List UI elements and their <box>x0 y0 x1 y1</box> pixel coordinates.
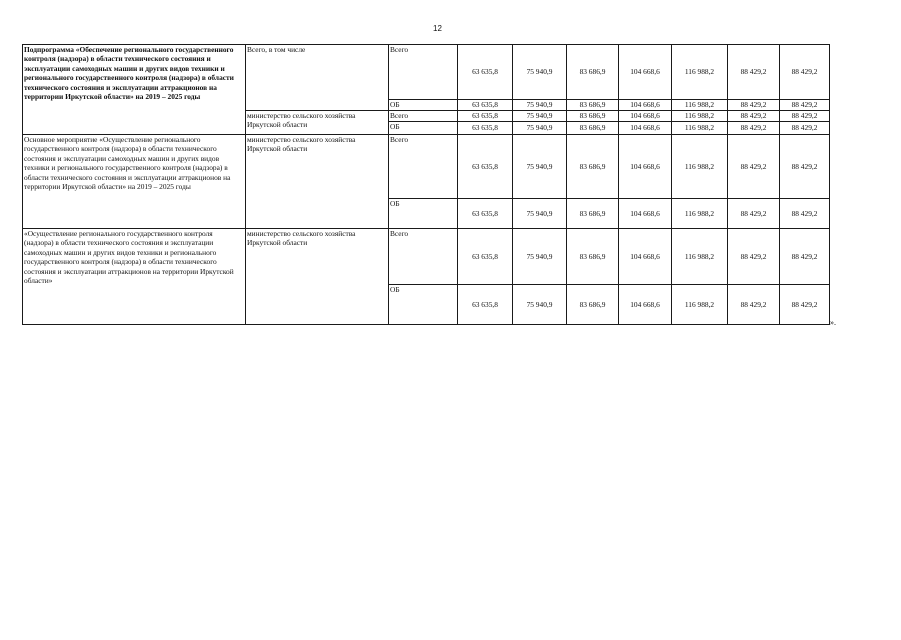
value-cell: 104 668,6 <box>619 135 672 199</box>
activity-name: «Осуществление регионального государственного контроля (надзора) в области технического состояния и эксплуатации самоходных машин и других видов техники и регионального государственного контроля (надзора) в области технического состояния и эксплуатации аттракционов на территории Иркутской области» <box>23 229 246 325</box>
value-cell: 83 686,9 <box>567 135 619 199</box>
value-cell: 116 988,2 <box>672 135 728 199</box>
value-cell: 83 686,9 <box>567 100 619 111</box>
value-cell: 116 988,2 <box>672 122 728 135</box>
value-cell: 75 940,9 <box>513 111 567 122</box>
value-cell: 104 668,6 <box>619 111 672 122</box>
value-cell: 63 635,8 <box>458 229 513 285</box>
value-cell: 116 988,2 <box>672 285 728 325</box>
value-cell: 63 635,8 <box>458 45 513 100</box>
value-cell: 88 429,2 <box>728 45 780 100</box>
value-cell: 75 940,9 <box>513 229 567 285</box>
value-cell: 104 668,6 <box>619 229 672 285</box>
executor-cell: Всего, в том числе <box>246 45 389 111</box>
source-cell: ОБ <box>389 285 458 325</box>
value-cell: 104 668,6 <box>619 100 672 111</box>
value-cell: 75 940,9 <box>513 45 567 100</box>
value-cell: 63 635,8 <box>458 135 513 199</box>
source-cell: Всего <box>389 111 458 122</box>
page-number: 12 <box>433 24 442 33</box>
value-cell: 88 429,2 <box>780 45 830 100</box>
executor-cell: министерство сельского хозяйства Иркутской области <box>246 229 389 325</box>
value-cell: 63 635,8 <box>458 199 513 229</box>
activity-name: Основное мероприятие «Осуществление регионального государственного контроля (надзора) в области технического состояния и эксплуатации самоходных машин и других видов техники и регионального государственного контроля (надзора) в области технического состояния и эксплуатации аттракционов на территории Иркутской области» на 2019 – 2025 годы <box>23 135 246 229</box>
value-cell: 88 429,2 <box>780 199 830 229</box>
value-cell: 88 429,2 <box>728 285 780 325</box>
value-cell: 116 988,2 <box>672 229 728 285</box>
value-cell: 88 429,2 <box>780 229 830 285</box>
value-cell: 75 940,9 <box>513 199 567 229</box>
value-cell: 83 686,9 <box>567 199 619 229</box>
executor-cell: министерство сельского хозяйства Иркутской области <box>246 111 389 135</box>
value-cell: 83 686,9 <box>567 45 619 100</box>
value-cell: 83 686,9 <box>567 229 619 285</box>
budget-table <box>22 44 830 325</box>
value-cell: 88 429,2 <box>780 285 830 325</box>
table-row <box>23 45 830 100</box>
source-cell: Всего <box>389 45 458 100</box>
value-cell: 88 429,2 <box>728 111 780 122</box>
value-cell: 104 668,6 <box>619 122 672 135</box>
value-cell: 83 686,9 <box>567 111 619 122</box>
value-cell: 88 429,2 <box>780 111 830 122</box>
source-cell: Всего <box>389 135 458 199</box>
value-cell: 75 940,9 <box>513 135 567 199</box>
value-cell: 88 429,2 <box>780 122 830 135</box>
value-cell: 116 988,2 <box>672 100 728 111</box>
value-cell: 116 988,2 <box>672 111 728 122</box>
source-cell: ОБ <box>389 100 458 111</box>
value-cell: 63 635,8 <box>458 122 513 135</box>
value-cell: 116 988,2 <box>672 45 728 100</box>
source-cell: Всего <box>389 229 458 285</box>
executor-cell: министерство сельского хозяйства Иркутской области <box>246 135 389 229</box>
value-cell: 63 635,8 <box>458 285 513 325</box>
value-cell: 88 429,2 <box>780 100 830 111</box>
value-cell: 88 429,2 <box>728 229 780 285</box>
value-cell: 88 429,2 <box>728 135 780 199</box>
value-cell: 88 429,2 <box>728 100 780 111</box>
source-cell: ОБ <box>389 199 458 229</box>
value-cell: 83 686,9 <box>567 122 619 135</box>
value-cell: 63 635,8 <box>458 111 513 122</box>
value-cell: 104 668,6 <box>619 45 672 100</box>
source-cell: ОБ <box>389 122 458 135</box>
value-cell: 88 429,2 <box>728 199 780 229</box>
table-row <box>23 135 830 199</box>
value-cell: 75 940,9 <box>513 285 567 325</box>
value-cell: 104 668,6 <box>619 285 672 325</box>
value-cell: 116 988,2 <box>672 199 728 229</box>
value-cell: 104 668,6 <box>619 199 672 229</box>
value-cell: 83 686,9 <box>567 285 619 325</box>
value-cell: 88 429,2 <box>780 135 830 199</box>
value-cell: 63 635,8 <box>458 100 513 111</box>
table-row <box>23 229 830 285</box>
value-cell: 75 940,9 <box>513 122 567 135</box>
value-cell: 88 429,2 <box>728 122 780 135</box>
closing-quote: ». <box>830 318 836 327</box>
subprogram-name: Подпрограмма «Обеспечение регионального государственного контроля (надзора) в области технического состояния и эксплуатации самоходных машин и других видов техники и регионального государственного контроля (надзора) в области технического состояния и эксплуатации аттракционов на территории Иркутской области» на 2019 – 2025 годы <box>23 45 246 135</box>
value-cell: 75 940,9 <box>513 100 567 111</box>
